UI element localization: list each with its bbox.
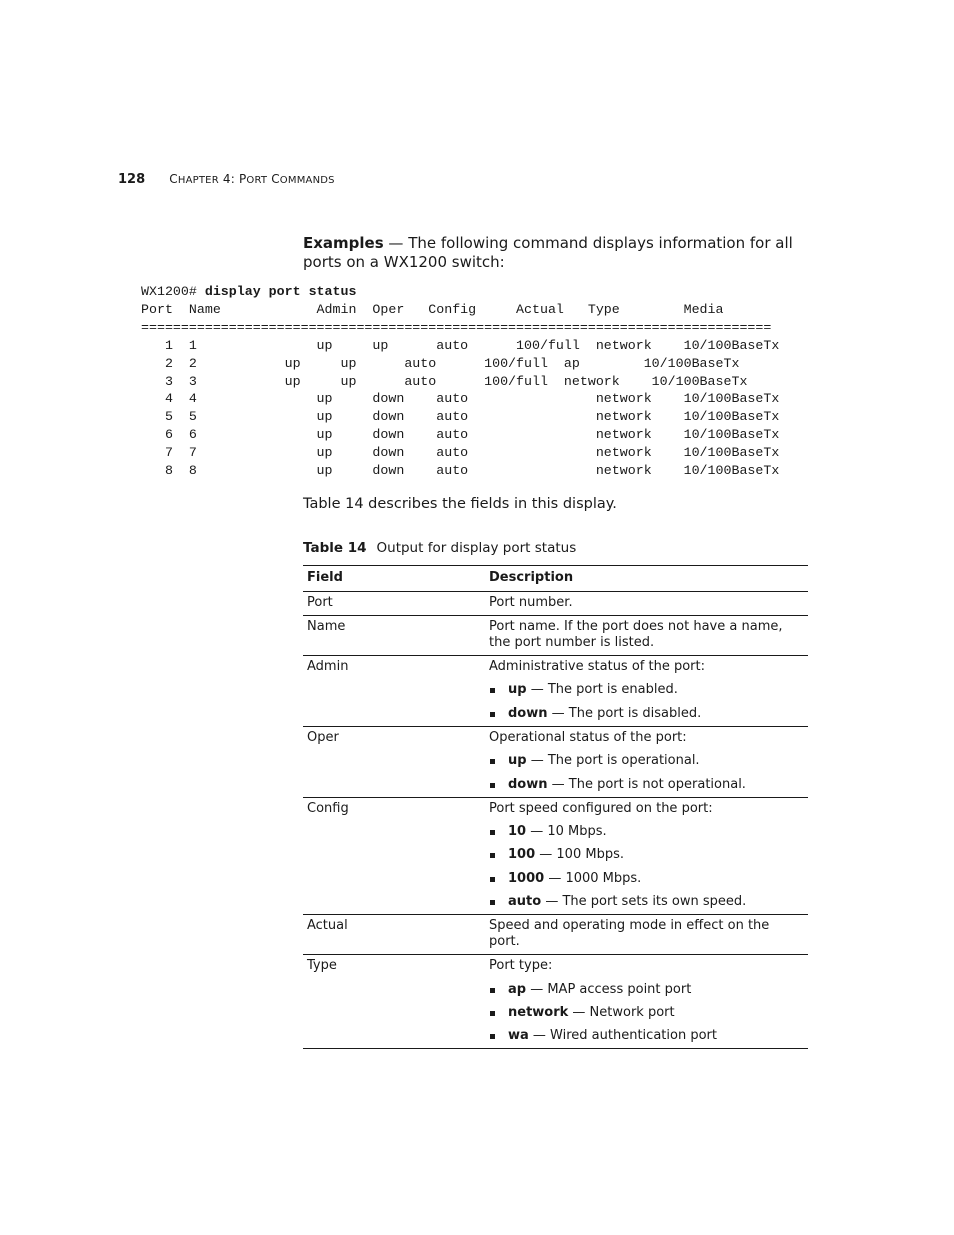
- bullet-term: down: [508, 776, 548, 792]
- field-cell: Port: [303, 592, 485, 616]
- table-header-row: [303, 566, 808, 592]
- examples-text: — The following command displays information for all ports on a WX1200 switch:: [303, 234, 793, 271]
- bullet-list: [489, 682, 804, 721]
- bullet-term: 100: [508, 847, 536, 863]
- description-text: Speed and operating mode in effect on the port.: [489, 918, 770, 950]
- bullet-text: — The port is disabled.: [547, 705, 702, 721]
- bullet-item: [489, 847, 804, 863]
- table-row: [303, 955, 808, 1049]
- bullet-item: [489, 894, 804, 910]
- bullet-term: network: [508, 1004, 569, 1020]
- examples-paragraph: [303, 234, 813, 272]
- description-text: Port name. If the port does not have a name, the port number is listed.: [489, 619, 783, 650]
- bullet-text: — MAP access point port: [526, 981, 692, 997]
- field-cell: Config: [303, 797, 485, 915]
- table-row: [303, 915, 808, 955]
- bullet-item: [489, 753, 804, 769]
- description-cell: [485, 726, 808, 797]
- bullet-item: [489, 871, 804, 887]
- field-cell: Actual: [303, 915, 485, 955]
- bullet-term: auto: [508, 894, 542, 910]
- chapter-title: CHAPTER 4: PORT COMMANDS: [169, 172, 335, 186]
- header-description: Description: [485, 566, 808, 592]
- bullet-text: — The port is operational.: [526, 753, 700, 769]
- bullet-term: ap: [508, 981, 527, 997]
- bullet-item: [489, 682, 804, 698]
- bullet-list: [489, 753, 804, 792]
- bullet-item: [489, 1028, 804, 1044]
- bullet-item: [489, 824, 804, 840]
- description-cell: [485, 797, 808, 915]
- bullet-text: — The port sets its own speed.: [541, 894, 747, 910]
- table-reference-text: Table 14 describes the fields in this display.: [303, 496, 617, 512]
- table-caption-title: Output for display port status: [376, 540, 577, 556]
- description-text: Administrative status of the port:: [489, 659, 705, 674]
- table-row: [303, 726, 808, 797]
- bullet-text: — 100 Mbps.: [535, 847, 624, 863]
- table-caption-number: Table 14: [303, 540, 367, 556]
- bullet-item: [489, 1005, 804, 1021]
- table-row: [303, 592, 808, 616]
- bullet-term: 10: [508, 823, 527, 839]
- page-header: [118, 172, 335, 187]
- description-text: Port type:: [489, 958, 553, 974]
- field-cell: Name: [303, 616, 485, 656]
- bullet-term: down: [508, 705, 548, 721]
- cli-command: display port status: [204, 284, 357, 299]
- description-text: Port number.: [489, 595, 573, 610]
- table-row: [303, 797, 808, 915]
- field-cell: Oper: [303, 726, 485, 797]
- description-cell: [485, 656, 808, 727]
- bullet-list: [489, 982, 804, 1045]
- table-caption: [303, 540, 576, 556]
- bullet-item: [489, 982, 804, 998]
- bullet-item: [489, 706, 804, 722]
- fields-table: [303, 565, 808, 1049]
- bullet-term: wa: [508, 1028, 529, 1044]
- header-field: Field: [303, 566, 485, 592]
- page-number: 128: [118, 172, 146, 187]
- bullet-text: — 1000 Mbps.: [544, 870, 642, 886]
- bullet-term: up: [508, 753, 527, 769]
- bullet-list: [489, 824, 804, 910]
- field-cell: Admin: [303, 656, 485, 727]
- bullet-text: — 10 Mbps.: [526, 823, 607, 839]
- field-cell: Type: [303, 955, 485, 1049]
- table-body: [303, 592, 808, 1049]
- examples-label: Examples: [303, 234, 384, 252]
- bullet-term: 1000: [508, 870, 545, 886]
- bullet-text: — The port is not operational.: [547, 776, 746, 792]
- bullet-item: [489, 777, 804, 793]
- table-row: [303, 616, 808, 656]
- bullet-text: — The port is enabled.: [526, 682, 678, 698]
- cli-output: Port Name Admin Oper Config Actual Type Media =============================================================================== 1 1 up up auto 100/full network 10/100BaseTx 2 2 up up auto 100/full ap 10/100BaseTx 3 3 up up auto 100/full network 10/100BaseTx 4 4 up down auto network 10/100BaseTx 5 5 up down auto network 10/100BaseTx 6 6 up down auto network 10/100BaseTx 7 7 up down auto network 10/100BaseTx 8 8 up down auto network 10/100BaseTx: [141, 301, 780, 479]
- cli-prompt: WX1200#: [141, 284, 205, 299]
- bullet-text: — Wired authentication port: [528, 1028, 717, 1044]
- bullet-text: — Network port: [568, 1004, 675, 1020]
- bullet-term: up: [508, 682, 527, 698]
- description-text: Operational status of the port:: [489, 729, 687, 745]
- command-output-block: [141, 283, 779, 480]
- table-row: [303, 656, 808, 727]
- description-cell: [485, 592, 808, 616]
- description-cell: [485, 955, 808, 1049]
- description-cell: [485, 915, 808, 955]
- description-text: Port speed configured on the port:: [489, 800, 713, 816]
- description-cell: [485, 616, 808, 656]
